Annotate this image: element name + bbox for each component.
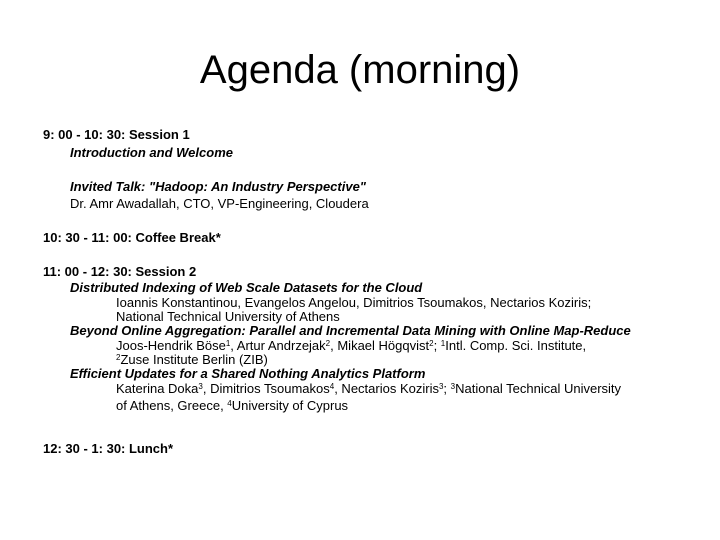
paper2-author-text: , Mikael Högqvist bbox=[330, 338, 430, 353]
affiliation-mark: 4 bbox=[329, 382, 335, 391]
affiliation-mark: 2 bbox=[116, 353, 121, 362]
paper1-title: Distributed Indexing of Web Scale Datasets for the Cloud bbox=[70, 280, 423, 295]
paper3-authors bbox=[116, 381, 621, 397]
slide-title: Agenda (morning) bbox=[199, 48, 521, 92]
paper2-author-text: ; bbox=[433, 338, 441, 353]
affiliation-mark: 3 bbox=[198, 382, 203, 391]
session1-intro: Introduction and Welcome bbox=[70, 145, 233, 160]
paper2-affiliation-text: Intl. Comp. Sci. Institute, bbox=[445, 338, 587, 353]
paper1-authors: Ioannis Konstantinou, Evangelos Angelou, Dimitrios Tsoumakos, Nectarios Koziris; bbox=[116, 295, 592, 310]
affiliation-mark: 4 bbox=[227, 399, 232, 408]
invited-talk-speaker: Dr. Amr Awadallah, CTO, VP-Engineering, Cloudera bbox=[70, 196, 369, 211]
affiliation-mark: 2 bbox=[429, 339, 434, 348]
paper3-author-text: , Dimitrios Tsoumakos bbox=[202, 381, 330, 396]
paper1-affiliation: National Technical University of Athens bbox=[116, 309, 340, 324]
paper2-author-text: , Artur Andrzejak bbox=[230, 338, 326, 353]
paper3-author-text: Katerina Doka bbox=[116, 381, 199, 396]
paper3-author-text: , Nectarios Koziris bbox=[334, 381, 439, 396]
paper3-affiliation-text: of Athens, Greece, bbox=[116, 398, 228, 413]
paper3-affiliation-text: University of Cyprus bbox=[231, 398, 349, 413]
invited-talk-title: Invited Talk: "Hadoop: An Industry Perspective" bbox=[70, 179, 366, 194]
paper2-author-text: Joos-Hendrik Böse bbox=[116, 338, 226, 353]
session2-header: 11: 00 - 12: 30: Session 2 bbox=[43, 264, 197, 279]
paper2-title: Beyond Online Aggregation: Parallel and Incremental Data Mining with Online Map-Reduce bbox=[70, 323, 631, 338]
session1-header: 9: 00 - 10: 30: Session 1 bbox=[43, 127, 190, 142]
affiliation-mark: 1 bbox=[225, 339, 231, 348]
affiliation-mark: 3 bbox=[438, 382, 444, 391]
paper3-author-text: ; bbox=[443, 381, 451, 396]
paper3-title: Efficient Updates for a Shared Nothing Analytics Platform bbox=[70, 366, 426, 381]
paper3-affiliation-text: National Technical University bbox=[455, 381, 622, 396]
affiliation-mark: 2 bbox=[325, 339, 331, 348]
lunch: 12: 30 - 1: 30: Lunch* bbox=[43, 441, 174, 456]
coffee-break: 10: 30 - 11: 00: Coffee Break* bbox=[43, 230, 221, 245]
paper2-affiliation-text: Zuse Institute Berlin (ZIB) bbox=[120, 352, 268, 367]
affiliation-mark: 3 bbox=[450, 382, 456, 391]
paper3-affiliation bbox=[116, 398, 348, 414]
affiliation-mark: 1 bbox=[440, 339, 446, 348]
